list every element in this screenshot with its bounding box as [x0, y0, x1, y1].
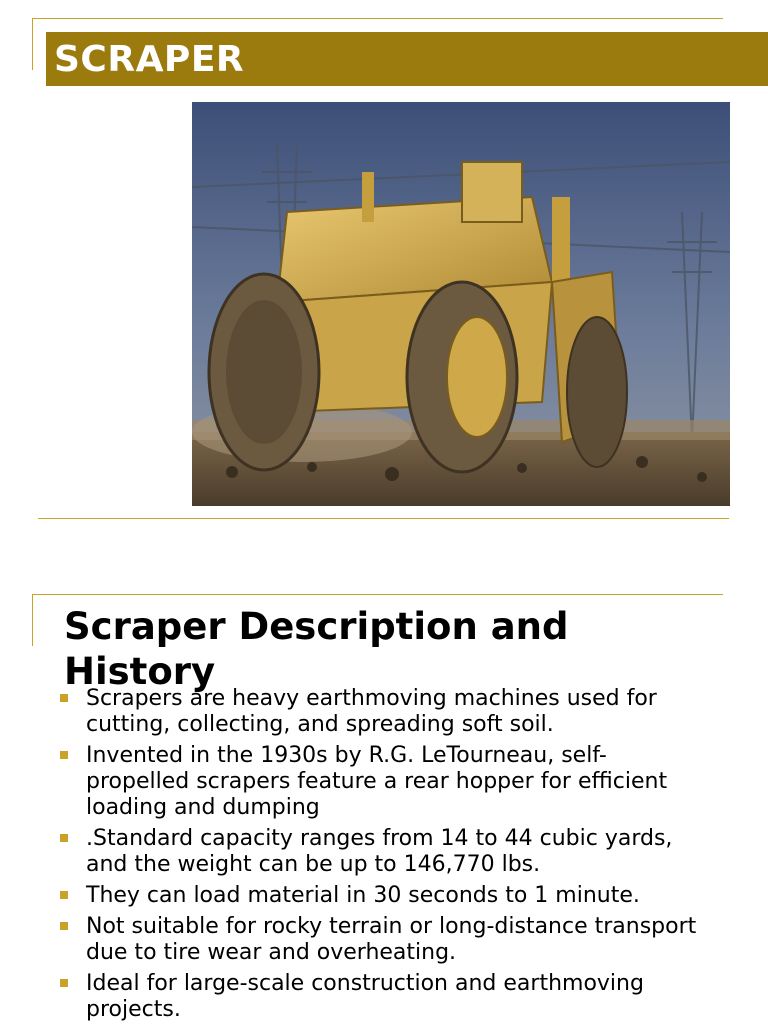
bullet-text: Ideal for large-scale construction and earthmoving projects. [86, 971, 644, 1022]
top-accent-line [32, 18, 723, 19]
bullet-item [58, 743, 708, 821]
square-bullet-icon [60, 834, 68, 842]
square-bullet-icon [60, 922, 68, 930]
bullet-text: Scrapers are heavy earthmoving machines used for cutting, collecting, and spreading soft soil. [86, 686, 657, 737]
left-accent-line [32, 18, 33, 70]
slide-2-title: Scraper Description and History [64, 605, 569, 693]
top-accent-line-2 [32, 594, 723, 595]
slide-title: SCRAPER [54, 38, 245, 80]
bullet-text: .Standard capacity ranges from 14 to 44 cubic yards, and the weight can be up to 146,770 lbs. [86, 826, 673, 877]
square-bullet-icon [60, 694, 68, 702]
bullet-item [58, 826, 708, 878]
square-bullet-icon [60, 979, 68, 987]
bullet-item [58, 883, 708, 909]
bullet-list [58, 686, 708, 1028]
scraper-machine-icon [192, 102, 730, 506]
bullet-item [58, 971, 708, 1023]
square-bullet-icon [60, 751, 68, 759]
bullet-item [58, 914, 708, 966]
bullet-text: Not suitable for rocky terrain or long-distance transport due to tire wear and overheating. [86, 914, 697, 965]
bullet-item [58, 686, 708, 738]
bullet-text: They can load material in 30 seconds to 1 minute. [86, 883, 640, 908]
bullet-text: Invented in the 1930s by R.G. LeTourneau, self-propelled scrapers feature a rear hopper for efficient loading and dumping [86, 743, 668, 820]
title-bar [46, 32, 768, 86]
left-accent-line-2 [32, 594, 33, 646]
scraper-photo [192, 102, 730, 506]
slide-2 [0, 580, 768, 1024]
bottom-accent-line [38, 518, 729, 519]
square-bullet-icon [60, 891, 68, 899]
